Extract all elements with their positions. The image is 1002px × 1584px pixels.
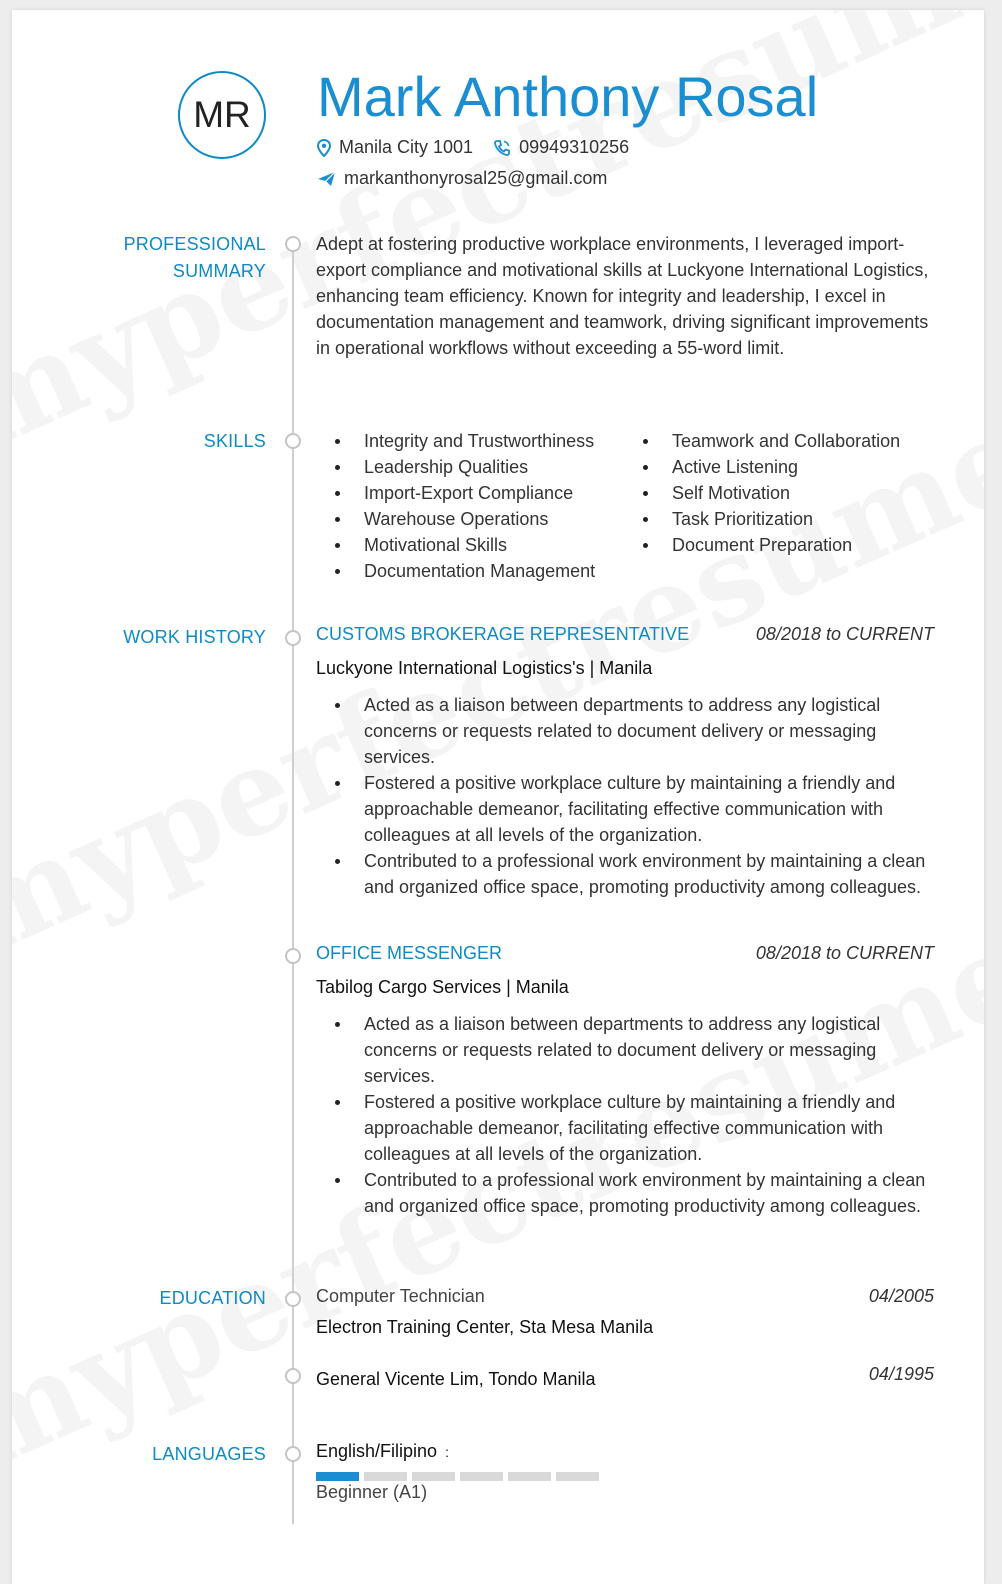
job-date: 08/2018 to CURRENT (755, 943, 934, 963)
languages-title: LANGUAGES (152, 1444, 266, 1464)
skills-title: SKILLS (203, 431, 266, 451)
phone-icon (493, 139, 511, 157)
skill-item: Documentation Management (316, 558, 616, 584)
work-history-title: WORK HISTORY (123, 627, 266, 647)
timeline-dot (285, 948, 301, 964)
job-title: OFFICE MESSENGER (316, 943, 503, 963)
timeline-dot (285, 236, 301, 252)
skill-item: Motivational Skills (316, 532, 616, 558)
education-date: 04/1995 (868, 1364, 934, 1384)
phone (493, 137, 629, 158)
job-bullet: Acted as a liaison between departments to address any logistical concerns or requests related to document delivery or messaging services. (316, 1011, 936, 1089)
language-level-segment (316, 1472, 359, 1481)
job-date: 08/2018 to CURRENT (755, 624, 934, 644)
timeline-dot (285, 1446, 301, 1462)
email-text: markanthonyrosal25@gmail.com (344, 168, 608, 188)
skill-item: Teamwork and Collaboration (624, 428, 944, 454)
education-degree: Computer Technician (316, 1286, 485, 1306)
job-bullet: Contributed to a professional work environment by maintaining a clean and organized office space, promoting productivity among colleagues. (316, 848, 936, 900)
language-level-segment (364, 1472, 407, 1481)
language-level-bar (316, 1472, 604, 1481)
skills-list-right (624, 428, 944, 558)
language-separator: : (445, 1444, 449, 1460)
language-name (316, 1441, 449, 1462)
timeline-dot (285, 630, 301, 646)
timeline-dot (285, 1291, 301, 1307)
education-date: 04/2005 (868, 1286, 934, 1306)
email-row (317, 168, 627, 189)
job-bullet: Acted as a liaison between departments to address any logistical concerns or requests related to document delivery or messaging services. (316, 692, 936, 770)
language-level-segment (412, 1472, 455, 1481)
education-title: EDUCATION (159, 1288, 266, 1308)
job-bullet: Contributed to a professional work environment by maintaining a clean and organized office space, promoting productivity among colleagues. (316, 1167, 936, 1219)
location-pin-icon (317, 139, 331, 157)
language-level-segment (508, 1472, 551, 1481)
skill-item: Integrity and Trustworthiness (316, 428, 616, 454)
skill-item: Task Prioritization (624, 506, 944, 532)
job-bullet: Fostered a positive workplace culture by maintaining a friendly and approachable demeanor, facilitating effective communication with colleagues at all levels of the organization. (316, 1089, 936, 1167)
language-level-segment (460, 1472, 503, 1481)
summary-title-line1: PROFESSIONAL (123, 234, 266, 254)
monogram: MR (178, 71, 266, 159)
contact-row (317, 137, 649, 158)
phone-text: 09949310256 (519, 137, 630, 157)
summary-title-line2: SUMMARY (172, 261, 266, 281)
skill-item: Leadership Qualities (316, 454, 616, 480)
summary-title (66, 231, 266, 285)
job-bullet: Fostered a positive workplace culture by maintaining a friendly and approachable demeanor, facilitating effective communication with colleagues at all levels of the organization. (316, 770, 936, 848)
language-level-segment (556, 1472, 599, 1481)
location (317, 137, 473, 158)
summary-text: Adept at fostering productive workplace environments, I leveraged import-export compliance and motivational skills at Luckyone International Logistics, enhancing team efficiency. Known for integrity and leadership, I excel in documentation management and teamwork, driving significant improvements in operational workflows without exceeding a 55-word limit. (316, 234, 929, 358)
resume-page (12, 10, 984, 1584)
language-level: Beginner (A1) (316, 1482, 428, 1502)
skills-list-left (316, 428, 616, 584)
job-title: CUSTOMS BROKERAGE REPRESENTATIVE (316, 624, 690, 644)
job-bullets (316, 692, 936, 900)
send-icon (317, 171, 336, 187)
skill-item: Warehouse Operations (316, 506, 616, 532)
job-bullets (316, 1011, 936, 1219)
timeline-dot (285, 433, 301, 449)
job-company: Tabilog Cargo Services | Manila (316, 977, 569, 997)
candidate-name: Mark Anthony Rosal (317, 65, 819, 128)
location-text: Manila City 1001 (339, 137, 474, 157)
job-company: Luckyone International Logistics's | Manila (316, 658, 653, 678)
skill-item: Document Preparation (624, 532, 944, 558)
email (317, 168, 607, 189)
education-school: General Vicente Lim, Tondo Manila (316, 1369, 596, 1389)
skill-item: Self Motivation (624, 480, 944, 506)
timeline-dot (285, 1368, 301, 1384)
skill-item: Import-Export Compliance (316, 480, 616, 506)
skill-item: Active Listening (624, 454, 944, 480)
education-school: Electron Training Center, Sta Mesa Manila (316, 1317, 654, 1337)
language-name-text: English/Filipino (316, 1441, 438, 1461)
